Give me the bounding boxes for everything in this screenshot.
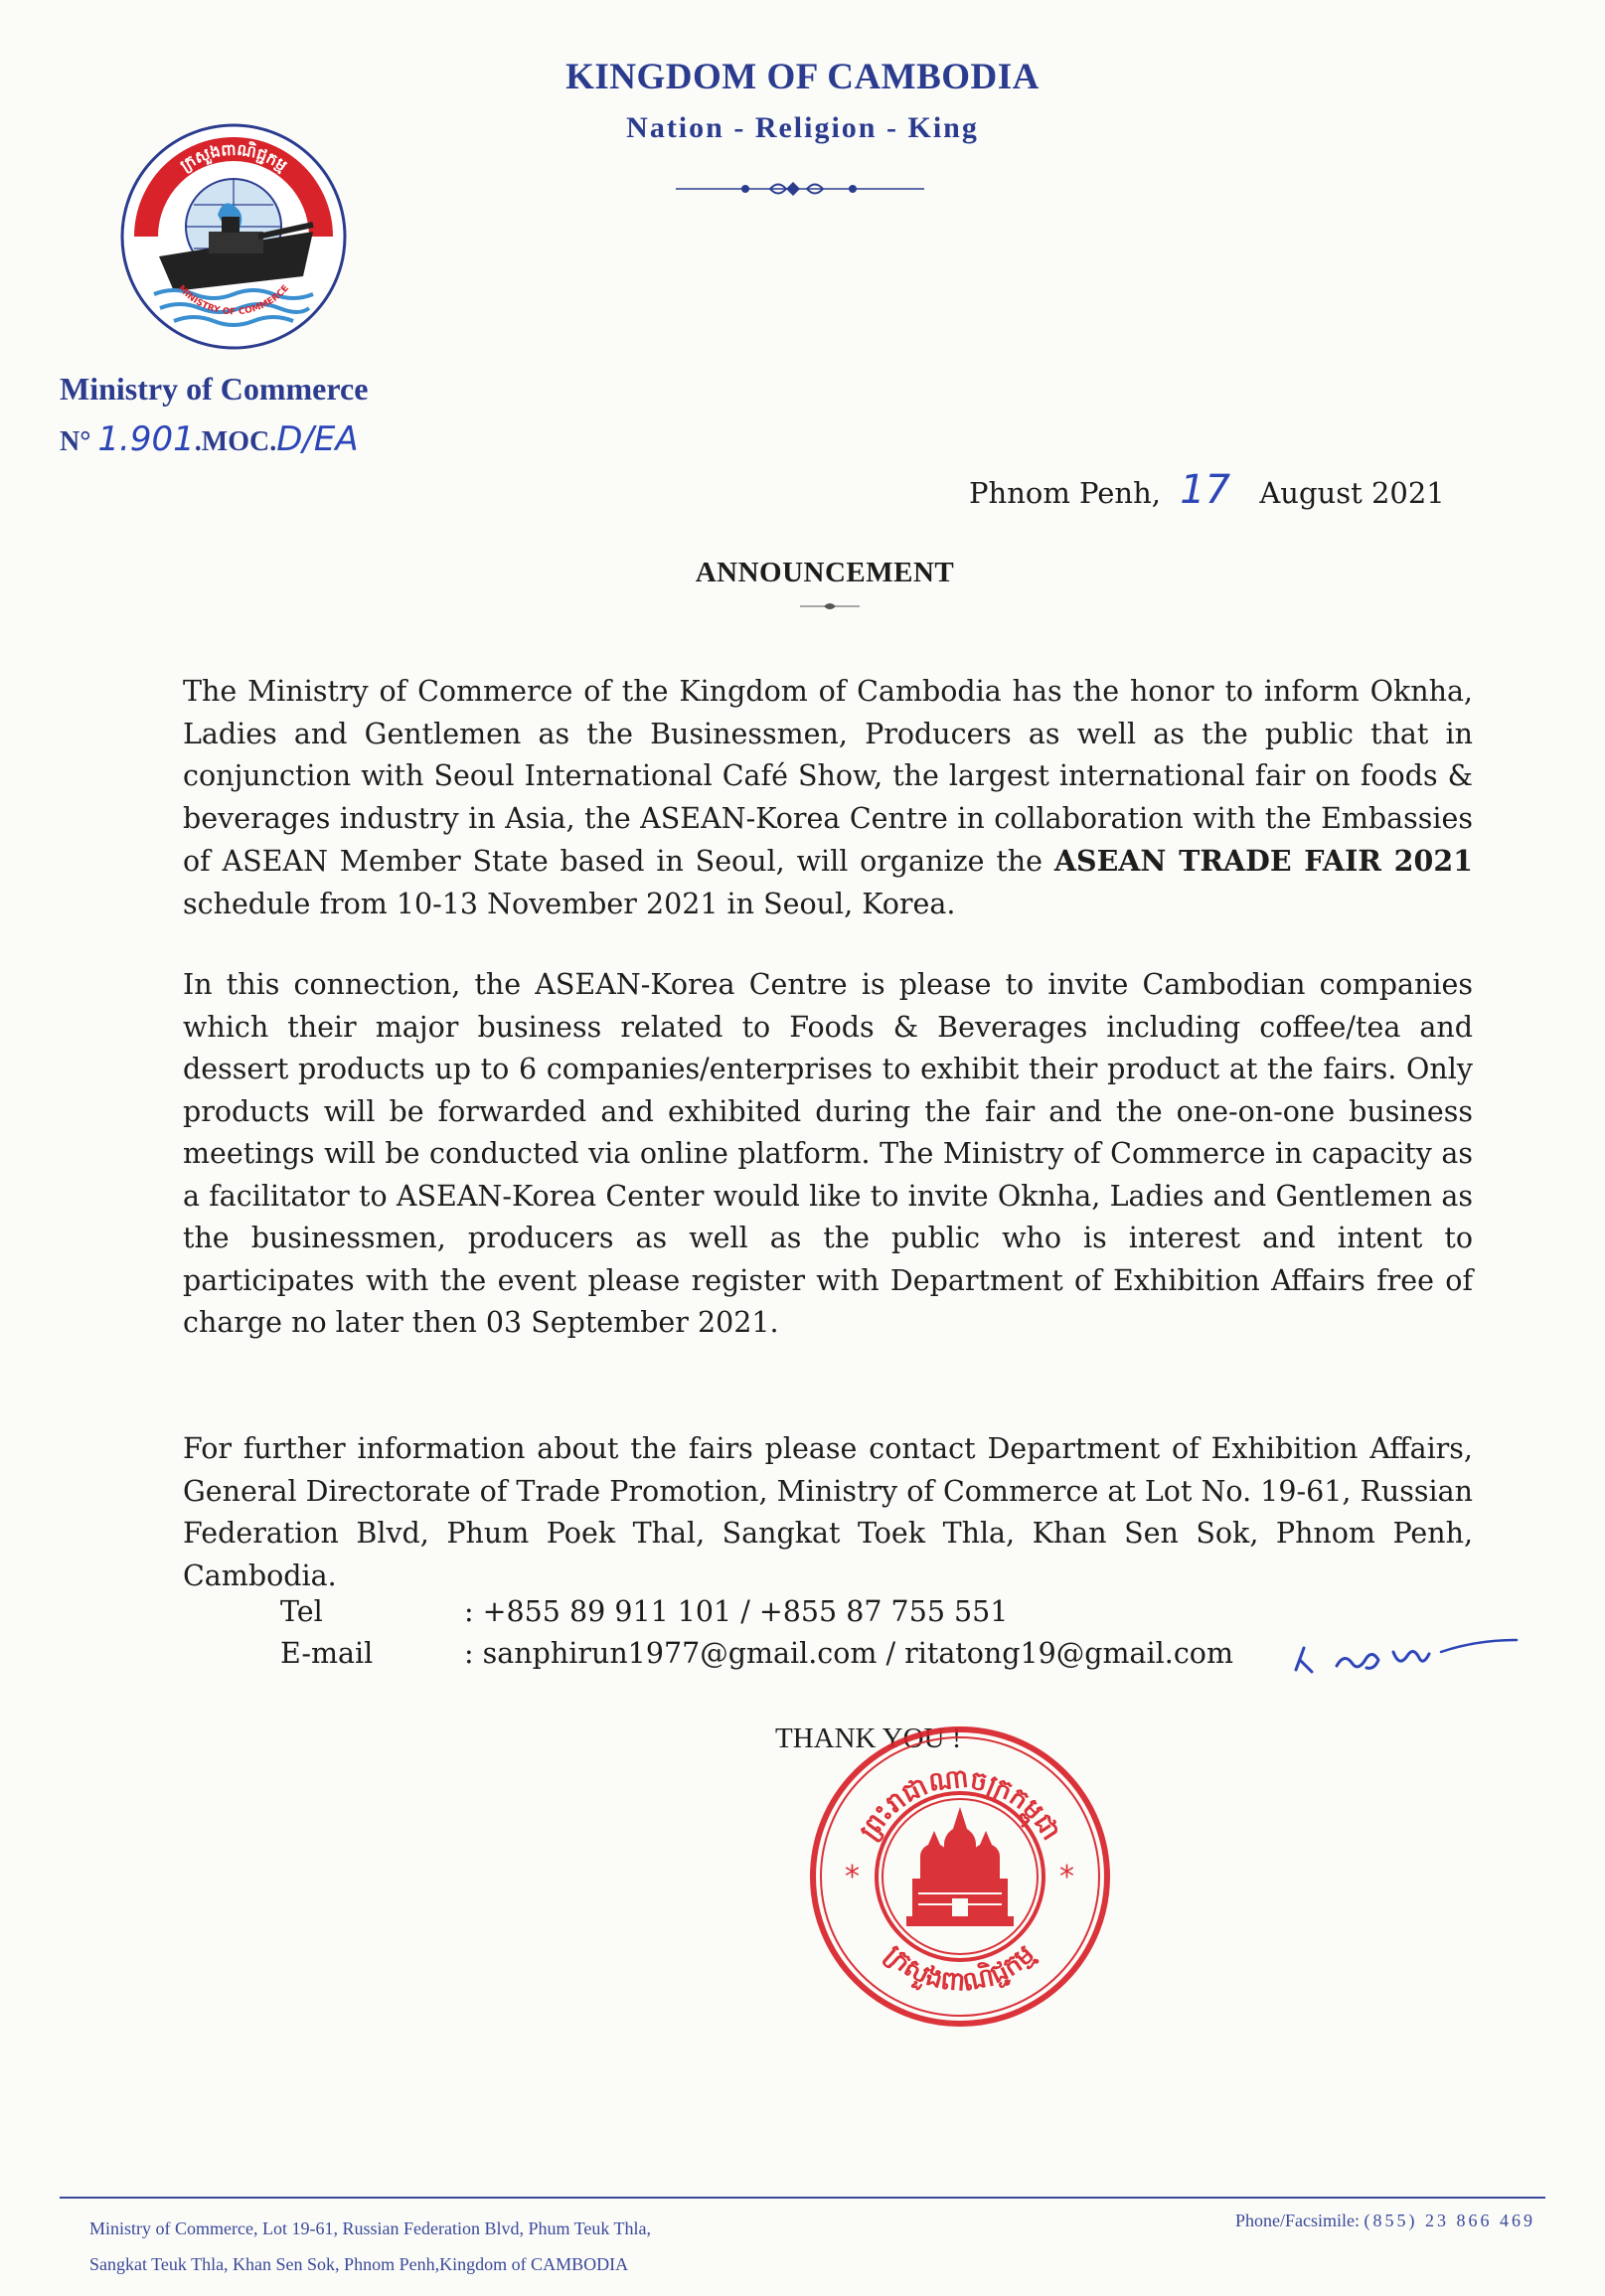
footer-address	[89, 2211, 651, 2282]
reference-number	[60, 419, 359, 459]
footer-address-line1: Ministry of Commerce, Lot 19-61, Russian Federation Blvd, Phum Teuk Thla,	[89, 2218, 652, 2238]
paragraph-invitation: In this connection, the ASEAN-Korea Centre is please to invite Cambodian companies which their major business related to Foods & Beverages including coffee/tea and dessert products up to 6 companies/enterprises to exhibit their product at the fairs. Only products will be forwarded and exhibited during the fair and the one-on-one business meetings will be conducted via online platform. The Ministry of Commerce in capacity as a facilitator to ASEAN-Korea Center would like to invite Oknha, Ladies and Gentlemen as the businessmen, producers as well as the public who is interest and intent to participates with the event please register with Department of Exhibition Affairs free of charge no later then 03 September 2021.	[183, 968, 1473, 1339]
seal-khmer-top-text: ព្រះរាជាណាចក្រកម្ពុជា	[854, 1763, 1066, 1846]
footer-divider	[60, 2197, 1545, 2199]
reference-middle: .MOC.	[194, 426, 277, 457]
footer-phone-label: Phone/Facsimile:	[1235, 2211, 1360, 2230]
svg-text:*: *	[845, 1860, 860, 1894]
title-ornament-icon	[800, 600, 860, 612]
red-seal-icon	[803, 1720, 1116, 2033]
dateline	[969, 467, 1445, 513]
kingdom-heading: KINGDOM OF CAMBODIA	[565, 57, 1040, 97]
footer-phone-value: (855) 23 866 469	[1364, 2211, 1535, 2230]
svg-text:*: *	[1059, 1860, 1074, 1894]
event-name: ASEAN TRADE FAIR 2021	[1053, 844, 1473, 878]
paragraph1-schedule: schedule from 10-13 November 2021 in Seoul, Korea.	[183, 887, 956, 920]
ministry-name: Ministry of Commerce	[60, 371, 369, 407]
emblem-english-text: MINISTRY OF COMMERCE	[176, 283, 291, 318]
header-ornament-icon	[676, 177, 924, 201]
initials-signature-icon	[1292, 1630, 1521, 1685]
seal-khmer-bottom-text: ក្រសួងពាណិជ្ជកម្ម	[879, 1939, 1042, 1998]
svg-text:ក្រសួងពាណិជ្ជកម្ម	[880, 1939, 1041, 1998]
dateline-month-year: August 2021	[1259, 476, 1445, 510]
dateline-handwritten-day: 17	[1180, 467, 1231, 513]
dateline-place: Phnom Penh,	[969, 476, 1161, 510]
paragraph-event-intro	[183, 671, 1473, 925]
reference-prefix: N°	[60, 426, 91, 457]
footer-phone	[1235, 2211, 1535, 2231]
contact-email	[280, 1637, 1233, 1670]
national-motto: Nation - Religion - King	[626, 111, 979, 144]
reference-handwritten-number: 1.901	[97, 419, 195, 459]
reference-handwritten-suffix: D/EA	[276, 419, 359, 459]
thank-you: THANK YOU !	[775, 1722, 962, 1754]
email-value: : sanphirun1977@gmail.com / ritatong19@gmail.com	[464, 1637, 1233, 1670]
contact-tel	[280, 1595, 1008, 1628]
email-label: E-mail	[280, 1637, 374, 1670]
paragraph-contact-info: For further information about the fairs please contact Department of Exhibition Affairs, General Directorate of Trade Promotion, Ministry of Commerce at Lot No. 19-61, Russian Federation Blvd, Phum Poek Thal, Sangkat Toek Thla, Khan Sen Sok, Phnom Penh, Cambodia.	[183, 1432, 1473, 1592]
announcement-title: ANNOUNCEMENT	[695, 557, 955, 588]
tel-value: : +855 89 911 101 / +855 87 755 551	[464, 1595, 1009, 1628]
ministry-emblem-icon	[114, 117, 353, 356]
tel-label: Tel	[280, 1595, 323, 1628]
emblem-khmer-text: ក្រសួងពាណិជ្ជកម្ម	[176, 139, 291, 176]
footer-address-line2: Sangkat Teuk Thla, Khan Sen Sok, Phnom Penh,Kingdom of CAMBODIA	[89, 2254, 629, 2274]
paragraph1-text: The Ministry of Commerce of the Kingdom of Cambodia has the honor to inform Oknha, Ladies and Gentlemen as the Businessmen, Producers as well as the public that in conjunction with Seoul International Café Show, the largest international fair on foods & beverages industry in Asia, the ASEAN-Korea Centre in collaboration with the Embassies of ASEAN Member State based in Seoul, will organize the	[183, 675, 1473, 878]
